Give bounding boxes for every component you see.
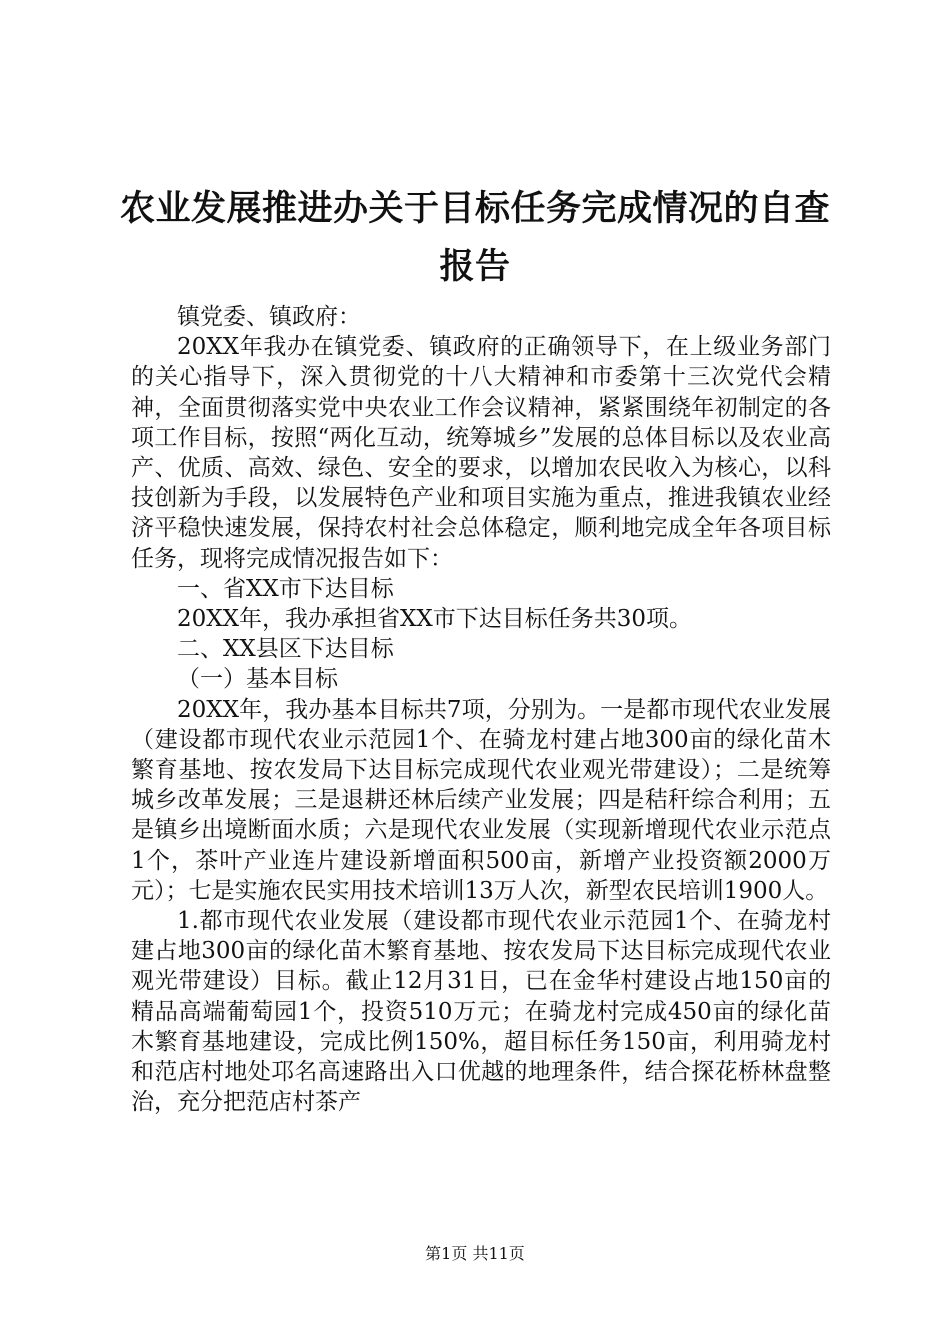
salutation: 镇党委、镇政府： — [177, 304, 361, 330]
page-footer: 第1页 共11页 — [425, 1244, 525, 1263]
section-heading: 二、XX县区下达目标 — [177, 636, 394, 663]
paragraph: 20XX年，我办承担省XX市下达目标任务共30项。 — [177, 606, 693, 633]
document-body — [131, 302, 831, 1117]
section-heading: 一、省XX市下达目标 — [177, 575, 394, 602]
paragraph: 1.都市现代农业发展（建设都市现代农业示范园1个、在骑龙村建占地300亩的绿化苗木繁育基地、按农发局下达目标完成现代农业观光带建设）目标。截止12月31日，已在金华村建设占地150亩的精品高端葡萄园1个，投资510万元；在骑龙村完成450亩的绿化苗木繁育基地建设，完成比例150%，超目标任务150亩，利用骑龙村和范店村地处邛名高速路出入口优越的地理条件，结合探花桥林盘整治，充分把范店村茶产 — [131, 908, 831, 1116]
intro-paragraph: 20XX年我办在镇党委、镇政府的正确领导下，在上级业务部门的关心指导下，深入贯彻党的十八大精神和市委第十三次党代会精神，全面贯彻落实党中央农业工作会议精神，紧紧围绕年初制定的各项工作目标，按照“两化互动，统筹城乡”发展的总体目标以及农业高产、优质、高效、绿色、安全的要求，以增加农民收入为核心，以科技创新为手段，以发展特色产业和项目实施为重点，推进我镇农业经济平稳快速发展，保持农村社会总体稳定，顺利地完成全年各项目标任务，现将完成情况报告如下： — [131, 334, 831, 572]
subsection-heading: （一）基本目标 — [177, 666, 338, 693]
paragraph: 20XX年，我办基本目标共7项，分别为。一是都市现代农业发展（建设都市现代农业示范园1个、在骑龙村建占地300亩的绿化苗木繁育基地、按农发局下达目标完成现代农业观光带建设）；二是统筹城乡改革发展；三是退耕还林后续产业发展；四是秸秆综合利用；五是镇乡出境断面水质；六是现代农业发展（实现新增现代农业示范点1个，茶叶产业连片建设新增面积500亩，新增产业投资额2000万元）；七是实施农民实用技术培训13万人次，新型农民培训1900人。 — [131, 696, 831, 904]
document-title: 农业发展推进办关于目标任务完成情况的自查报告 — [119, 189, 830, 287]
